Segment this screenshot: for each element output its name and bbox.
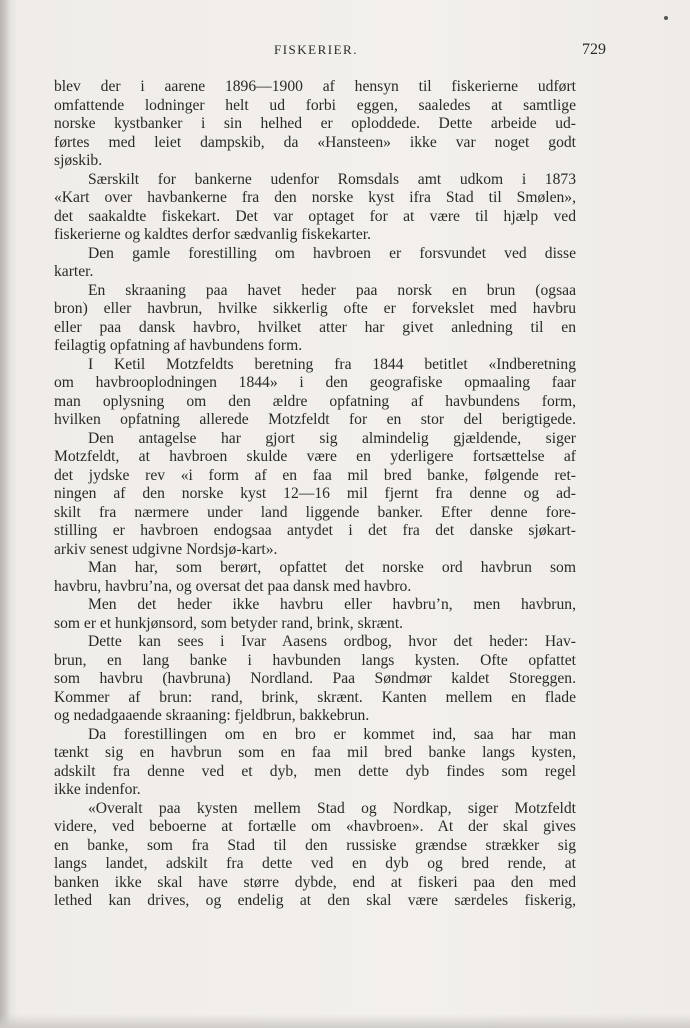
text-line: en banke, som fra Stad til den russiske grændse strækker sig [54, 836, 576, 854]
text-line: Men det heder ikke havbru eller havbru’n, men havbrun, [88, 596, 576, 613]
text-line: Da forestillingen om en bro er kommet ind, saa har man [88, 725, 576, 743]
text-line: omfattende lodninger helt ud forbi eggen, saaledes at samtlige [54, 96, 576, 114]
text-line: «Kart over havbankerne fra den norske kyst ifra Stad til Smølen», [54, 189, 576, 206]
text-line: Den gamle forestilling om havbroen er forsvundet ved disse [88, 244, 576, 262]
text-line: ikke indenfor. [54, 781, 141, 798]
text-line: det jydske rev «i form af en faa mil bred banke, følgende ret- [54, 466, 576, 484]
text-line: «Overalt paa kysten mellem Stad og Nordkap, siger Motzfeldt [88, 799, 576, 817]
running-head: FISKERIER. [274, 42, 358, 57]
text-line: brun, en lang banke i havbunden langs kysten. Ofte opfattet [54, 651, 576, 669]
text-line: havbru, havbru’na, og oversat det paa dansk med havbro. [54, 577, 412, 595]
text-line: adskilt fra denne ved et dyb, men dette dyb findes som regel [54, 762, 576, 780]
text-line: det saakaldte fiskekart. Det var optaget for at være til hjælp ved [54, 207, 576, 225]
text-line: som er et hunkjønsord, som betyder rand, brink, skrænt. [54, 614, 404, 632]
text-line: stilling er havbroen endogsaa antydet i det fra det danske sjøkart- [54, 522, 576, 539]
page-header [54, 41, 606, 62]
page-gutter-shadow [0, 0, 10, 1028]
text-line: feilagtig opfatning af havbundens form. [54, 337, 303, 354]
text-line: lethed kan drives, og endelig at den skal være særdeles fiskerig, [54, 892, 576, 909]
text-line: Dette kan sees i Ivar Aasens ordbog, hvor det heder: Hav- [88, 633, 576, 650]
text-line: sjøskib. [54, 152, 103, 169]
text-line: I Ketil Motzfeldts beretning fra 1844 betitlet «Indberetning [88, 355, 576, 373]
text-line: videre, ved beboerne at fortælle om «havbroen». At der skal gives [54, 818, 576, 835]
text-line: Motzfeldt, at havbroen skulde være en yderligere fortsættelse af [54, 448, 576, 465]
text-line: Kommer af brun: rand, brink, skrænt. Kanten mellem en flade [54, 688, 576, 706]
text-line: bron) eller havbrun, hvilke sikkerlig ofte er forvekslet med havbru [54, 300, 576, 317]
text-line: ningen af den norske kyst 12—16 mil fjernt fra denne og ad- [54, 485, 576, 502]
text-line: tænkt sig en havbrun som en faa mil bred banke langs kysten, [54, 744, 576, 761]
body-text [54, 78, 576, 911]
text-line: Man har, som berørt, opfattet det norske ord havbrun som [88, 559, 576, 576]
text-line: fiskerierne og kaldtes derfor sædvanlig fiskekarter. [54, 226, 371, 243]
text-line: langs landet, adskilt fra dette ved en dyb og bred rende, at [54, 855, 576, 872]
text-line: blev der i aarene 1896—1900 af hensyn til fiskerierne udført [54, 78, 576, 95]
text-line: skilt fra nærmere under land liggende banker. Efter denne fore- [54, 503, 576, 521]
page-number: 729 [582, 41, 606, 58]
text-line: En skraaning paa havet heder paa norsk en brun (ogsaa [88, 281, 576, 299]
text-line: norske kystbanker i sin helhed er oploddede. Dette arbeide ud- [54, 115, 576, 132]
text-line: man oplysning om den ældre opfatning af havbundens form, [54, 392, 576, 410]
text-line: eller paa dansk havbro, hvilket atter har givet anledning til en [54, 318, 576, 336]
text-line: førtes med leiet dampskib, da «Hansteen» ikke var noget godt [54, 133, 576, 151]
speck-mark [664, 16, 668, 20]
text-line: som havbru (havbruna) Nordland. Paa Søndmør kaldet Storeggen. [54, 670, 576, 687]
text-line: banken ikke skal have større dybde, end at fiskeri paa den med [54, 873, 576, 891]
text-line: arkiv senest udgivne Nordsjø-kart». [54, 540, 278, 558]
text-line: hvilken opfatning allerede Motzfeldt for en stor del berigtigede. [54, 411, 576, 428]
text-line: Den antagelse har gjort sig almindelig gjældende, siger [88, 429, 576, 447]
text-line: og nedadgaaende skraaning: fjeldbrun, bakkebrun. [54, 707, 370, 724]
text-line: om havbrooplodningen 1844» i den geografiske opmaaling faar [54, 374, 576, 391]
text-line: karter. [54, 263, 94, 280]
page-bottom-shadow [0, 1014, 690, 1028]
text-line: Særskilt for bankerne udenfor Romsdals amt udkom i 1873 [88, 170, 576, 188]
